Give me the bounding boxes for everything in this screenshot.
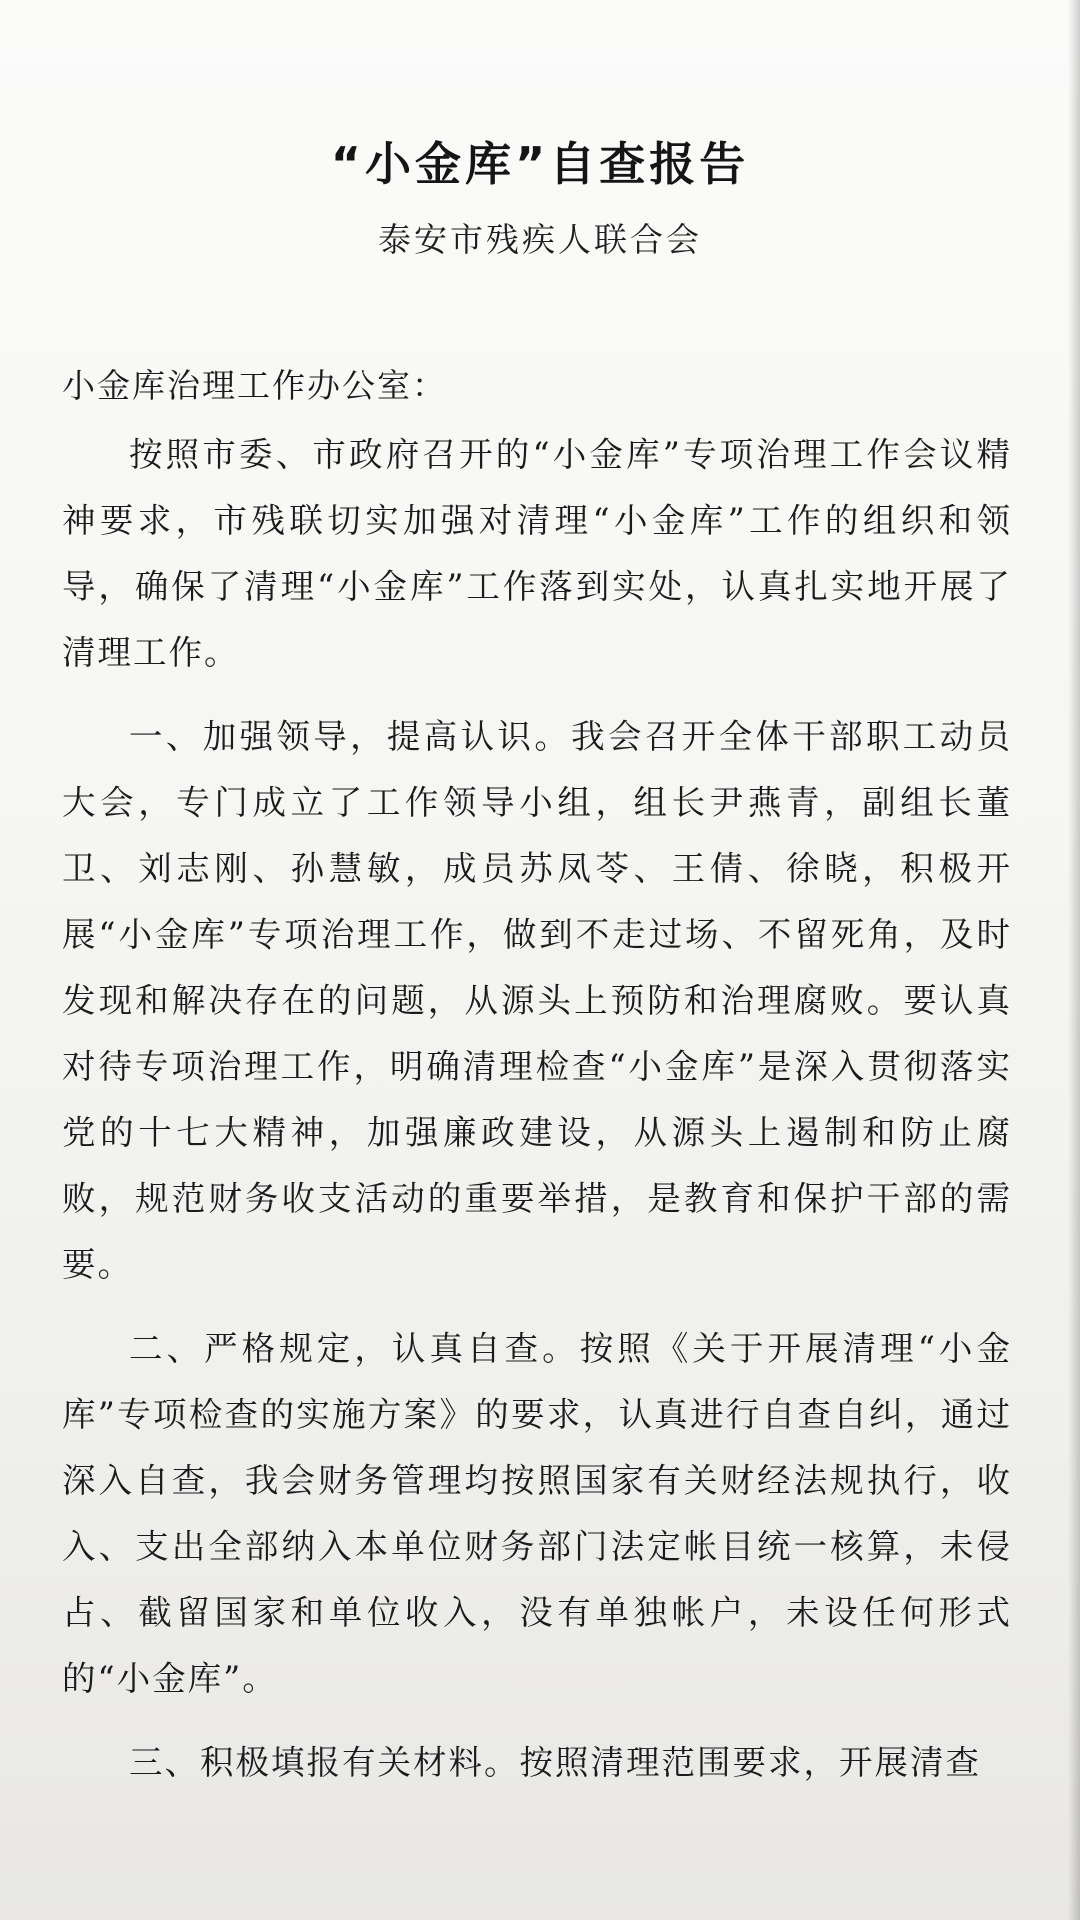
body-paragraph: 按照市委、市政府召开的“小金库”专项治理工作会议精神要求，市残联切实加强对清理“小金库”工作的组织和领导，确保了清理“小金库”工作落到实处，认真扎实地开展了清理工作。 [62,435,1012,672]
body-paragraph: 一、加强领导，提高认识。我会召开全体干部职工动员大会，专门成立了工作领导小组，组长尹燕青，副组长董卫、刘志刚、孙慧敏，成员苏凤苓、王倩、徐晓，积极开展“小金库”专项治理工作，做到不走过场、不留死角，及时发现和解决存在的问题，从源头上预防和治理腐败。要认真对待专项治理工作，明确清理检查“小金库”是深入贯彻落实党的十七大精神，加强廉政建设，从源头上遏制和防止腐败，规范财务收支活动的重要举措，是教育和保护干部的需要。 [62,717,1012,1284]
issuing-organization: 泰安市残疾人联合会 [378,220,702,259]
document-body [62,422,1012,1796]
body-paragraph: 三、积极填报有关材料。按照清理范围要求，开展清查 [129,1743,981,1782]
addressee-line: 小金库治理工作办公室： [62,366,447,405]
document-title: “小金库”自查报告 [330,137,750,191]
body-paragraph: 二、严格规定，认真自查。按照《关于开展清理“小金库”专项检查的实施方案》的要求，认真进行自查自纠，通过深入自查，我会财务管理均按照国家有关财经法规执行，收入、支出全部纳入本单位财务部门法定帐目统一核算，未侵占、截留国家和单位收入，没有单独帐户，未设任何形式的“小金库”。 [62,1329,1012,1698]
